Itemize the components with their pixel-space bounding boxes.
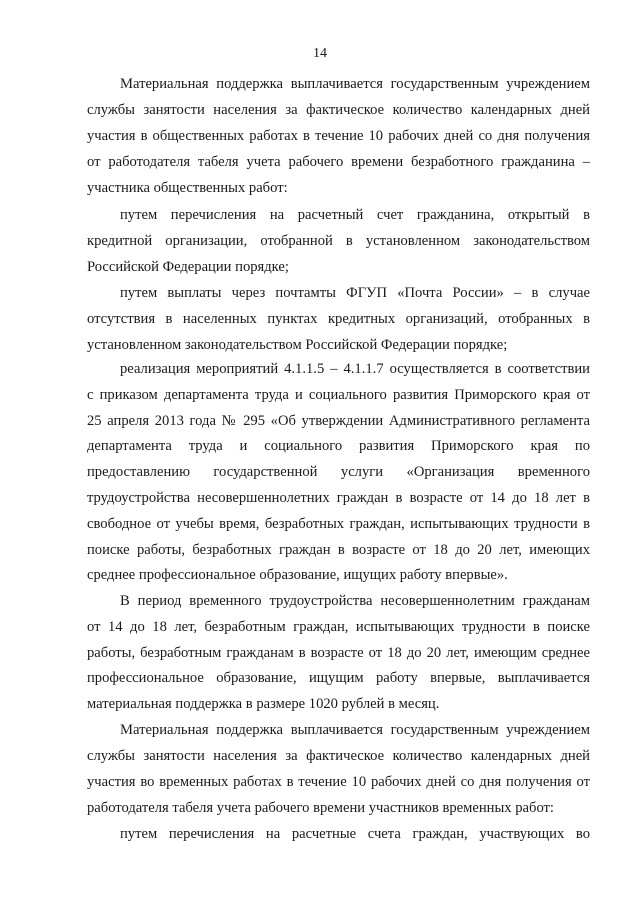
text-line: В период временного трудоустройства несовершеннолетним гражданам: [120, 593, 590, 609]
text-line: путем перечисления на расчетный счет гражданина, открытый в: [120, 207, 590, 223]
text-line: профессиональное образование, ищущим работу впервые, выплачивается: [87, 670, 590, 686]
text-line: среднее профессиональное образование, ищущих работу впервые».: [87, 567, 508, 583]
text-line: путем выплаты через почтамты ФГУП «Почта России» – в случае: [120, 285, 590, 301]
text-line: реализация мероприятий 4.1.1.5 – 4.1.1.7 осуществляется в соответствии: [120, 361, 590, 377]
text-line: Материальная поддержка выплачивается государственным учреждением: [120, 722, 590, 738]
text-line: Российской Федерации порядке;: [87, 259, 289, 275]
text-line: от работодателя табеля учета рабочего времени безработного гражданина –: [87, 154, 590, 170]
text-line: службы занятости населения за фактическое количество календарных дней: [87, 748, 590, 764]
text-line: работы, безработным гражданам в возрасте от 18 до 20 лет, имеющим среднее: [87, 645, 590, 661]
text-line: свободное от учебы время, безработных граждан, испытывающих трудности в: [87, 516, 590, 532]
text-line: работодателя табеля учета рабочего времени участников временных работ:: [87, 800, 554, 816]
text-line: 25 апреля 2013 года № 295 «Об утверждении Административного регламента: [87, 413, 590, 429]
text-line: материальная поддержка в размере 1020 рублей в месяц.: [87, 696, 440, 712]
text-line: трудоустройства несовершеннолетних граждан в возрасте от 14 до 18 лет в: [87, 490, 590, 506]
page-number: 14: [313, 46, 327, 61]
text-line: поиске работы, безработных граждан в возрасте от 18 до 20 лет, имеющих: [87, 542, 590, 558]
text-line: службы занятости населения за фактическое количество календарных дней: [87, 102, 590, 118]
text-line: путем перечисления на расчетные счета граждан, участвующих во: [120, 826, 590, 842]
text-line: департамента труда и социального развития Приморского края по: [87, 438, 590, 454]
text-line: участия во временных работах в течение 10 рабочих дней со дня получения от: [87, 774, 590, 790]
text-line: участника общественных работ:: [87, 180, 288, 196]
text-line: отсутствия в населенных пунктах кредитных организаций, отобранных в: [87, 311, 590, 327]
text-line: с приказом департамента труда и социального развития Приморского края от: [87, 387, 590, 403]
text-line: установленном законодательством Российской Федерации порядке;: [87, 337, 508, 353]
text-line: участия в общественных работах в течение 10 рабочих дней со дня получения: [87, 128, 590, 144]
text-line: Материальная поддержка выплачивается государственным учреждением: [120, 76, 590, 92]
text-line: от 14 до 18 лет, безработным граждан, испытывающих трудности в поиске: [87, 619, 590, 635]
text-line: предоставлению государственной услуги «Организация временного: [87, 464, 590, 480]
text-line: кредитной организации, отобранной в установленном законодательством: [87, 233, 590, 249]
